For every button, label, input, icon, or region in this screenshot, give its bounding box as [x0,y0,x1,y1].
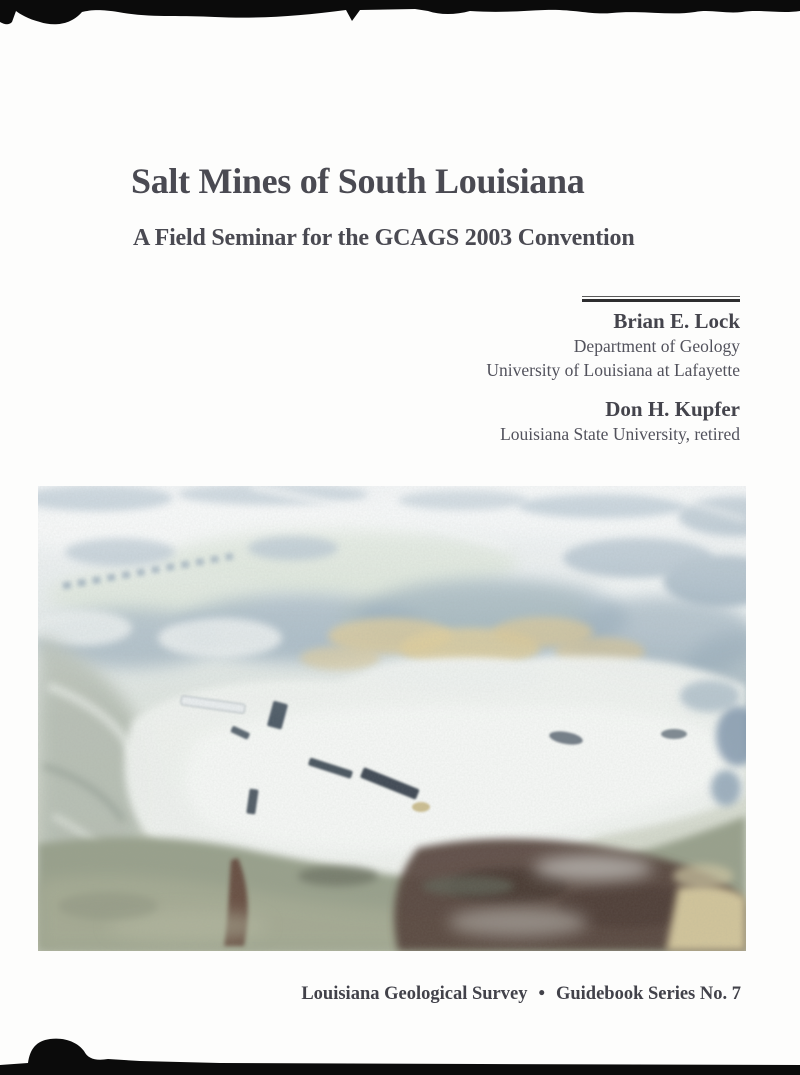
page-title: Salt Mines of South Louisiana [131,161,585,201]
footer-imprint [301,984,741,1005]
scan-artifact-bottom [0,1033,800,1075]
author-name: Brian E. Lock [613,309,740,333]
footer-series: Guidebook Series No. 7 [555,984,741,1004]
author-affiliation: Department of Geology [573,336,740,356]
footer-publisher: Louisiana Geological Survey [301,984,528,1004]
author-name: Don H. Kupfer [605,397,740,421]
photo-grain-overlay [38,486,746,951]
cover-photo-aerial-salt-mine-sinkhole [38,486,746,951]
scan-artifact-top [0,0,800,28]
page-subtitle: A Field Seminar for the GCAGS 2003 Convention [133,225,635,251]
author-affiliation: University of Louisiana at Lafayette [486,360,740,380]
footer-bullet-separator: • [538,984,545,1004]
author-block [486,296,740,446]
author-affiliation: Louisiana State University, retired [500,424,740,444]
author-rule-divider [582,296,740,302]
